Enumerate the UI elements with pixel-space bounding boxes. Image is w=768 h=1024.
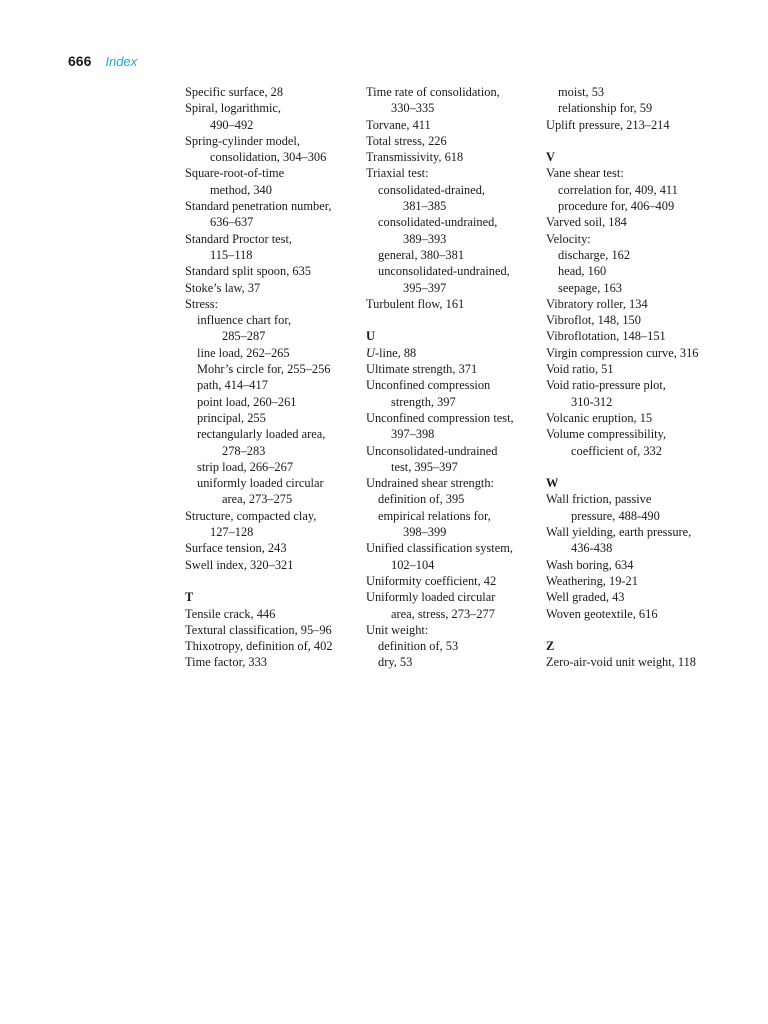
index-entry-continuation: 395–397 [403,280,447,295]
index-subentry: influence chart for, [197,313,292,328]
index-entry: Undrained shear strength: [366,476,494,491]
index-entry: Well graded, 43 [546,590,625,605]
section-letter-z: Z [546,639,555,654]
index-subentry: point load, 260–261 [197,394,297,409]
index-subentry: head, 160 [558,264,607,279]
section-letter-u: U [366,329,375,344]
running-head: Index [105,54,138,69]
index-entry: Uniformity coefficient, 42 [366,573,497,588]
index-entry: Weathering, 19-21 [546,573,638,588]
index-entry: Wall yielding, earth pressure, [546,525,692,540]
index-entry: Total stress, 226 [366,133,447,148]
index-entry: Vibroflot, 148, 150 [546,313,641,328]
italic-term: U [366,345,375,360]
index-entry-continuation: 389–393 [403,231,447,246]
index-entry: Square-root-of-time [185,166,285,181]
index-entry-continuation: 490–492 [210,117,254,132]
index-entry: Woven geotextile, 616 [546,606,658,621]
index-entry: Swell index, 320–321 [185,557,294,572]
index-entry: Torvane, 411 [366,117,431,132]
index-entry-continuation: coefficient of, 332 [571,443,662,458]
index-entry: Velocity: [546,231,591,246]
index-entry: Wash boring, 634 [546,557,634,572]
index-entry: Spring-cylinder model, [185,133,300,148]
index-subentry: path, 414–417 [197,378,268,393]
index-entry-continuation: 127–128 [210,525,254,540]
page-header [68,53,137,73]
index-subentry: rectangularly loaded area, [197,427,326,442]
page-number: 666 [68,53,92,69]
index-subentry: consolidated-drained, [378,182,486,197]
index-subentry: moist, 53 [558,85,605,99]
index-entry-continuation: 102–104 [391,557,435,572]
index-entry: Void ratio, 51 [546,362,614,377]
index-entry: Triaxial test: [366,166,429,181]
index-entry-continuation: 278–283 [222,443,266,458]
index-entry: Stress: [185,296,219,311]
index-entry: Vane shear test: [546,166,624,181]
index-entry: Unconfined compression [366,378,491,393]
index-entry: Uplift pressure, 213–214 [546,117,670,132]
index-subentry: general, 380–381 [378,247,465,262]
index-entry: Virgin compression curve, 316 [546,345,699,360]
index-entry: Ultimate strength, 371 [366,362,478,377]
index-entry: Structure, compacted clay, [185,508,317,523]
index-entry: Vibratory roller, 134 [546,296,648,311]
index-entry: Standard penetration number, [185,199,332,214]
index-subentry: procedure for, 406–409 [558,199,675,214]
index-entry-continuation: test, 395–397 [391,459,458,474]
index-entry: Spiral, logarithmic, [185,101,282,116]
index-subentry: principal, 255 [197,410,266,425]
index-entry: Specific surface, 28 [185,85,284,99]
index-entry-continuation: 310-312 [571,394,613,409]
index-entry: Surface tension, 243 [185,541,287,556]
index-subentry: uniformly loaded circular [197,476,324,491]
index-column-2 [366,84,544,671]
index-column-1 [185,84,360,671]
index-entry: Standard Proctor test, [185,231,293,246]
index-entry-continuation: 285–287 [222,329,266,344]
index-entry: Standard split spoon, 635 [185,264,311,279]
index-entry-continuation: area, 273–275 [222,492,293,507]
index-subentry: line load, 262–265 [197,345,290,360]
index-entry-text: -line, 88 [374,345,417,360]
index-subentry: empirical relations for, [378,508,491,523]
index-subentry: consolidated-undrained, [378,215,498,230]
index-entry-continuation: pressure, 488-490 [571,508,660,523]
index-entry-continuation: area, stress, 273–277 [391,606,495,621]
index-entry: Turbulent flow, 161 [366,296,465,311]
index-entry: Stoke’s law, 37 [185,280,261,295]
index-entry: Unconsolidated-undrained [366,443,498,458]
index-entry: Volcanic eruption, 15 [546,410,653,425]
index-entry-continuation: 398–399 [403,525,447,540]
index-entry-continuation: 436-438 [571,541,613,556]
index-entry-continuation: 115–118 [210,247,253,262]
index-subentry: strip load, 266–267 [197,459,294,474]
index-entry: Uniformly loaded circular [366,590,496,605]
section-letter-v: V [546,150,555,165]
index-subentry: Mohr’s circle for, 255–256 [197,362,331,377]
index-subentry: unconsolidated-undrained, [378,264,510,279]
section-letter-t: T [185,590,194,605]
index-entry: Transmissivity, 618 [366,150,464,165]
index-entry: Unit weight: [366,622,429,637]
index-column-3 [546,84,746,671]
index-subentry: discharge, 162 [558,247,631,262]
index-entry: Void ratio-pressure plot, [546,378,666,393]
index-entry-continuation: 397–398 [391,427,435,442]
index-entry: Vibroflotation, 148–151 [546,329,666,344]
index-subentry: relationship for, 59 [558,101,653,116]
index-subentry: definition of, 53 [378,639,459,654]
index-entry: Textural classification, 95–96 [185,622,332,637]
index-entry: Tensile crack, 446 [185,606,276,621]
index-entry-continuation: 381–385 [403,199,447,214]
index-entry [366,345,544,361]
index-subentry: dry, 53 [378,655,413,670]
index-entry: Zero-air-void unit weight, 118 [546,655,697,670]
index-entry: Thixotropy, definition of, 402 [185,639,333,654]
index-entry-continuation: 636–637 [210,215,254,230]
index-entry-continuation: 330–335 [391,101,435,116]
index-entry: Unconfined compression test, [366,410,514,425]
index-entry-continuation: method, 340 [210,182,272,197]
index-entry-continuation: strength, 397 [391,394,456,409]
index-entry: Time factor, 333 [185,655,267,670]
index-entry: Volume compressibility, [546,427,667,442]
index-entry: Time rate of consolidation, [366,85,500,99]
index-entry: Unified classification system, [366,541,513,556]
index-entry: Wall friction, passive [546,492,652,507]
index-entry-continuation: consolidation, 304–306 [210,150,327,165]
index-entry: Varved soil, 184 [546,215,627,230]
section-letter-w: W [546,476,559,491]
index-subentry: definition of, 395 [378,492,465,507]
index-subentry: seepage, 163 [558,280,622,295]
index-subentry: correlation for, 409, 411 [558,182,678,197]
